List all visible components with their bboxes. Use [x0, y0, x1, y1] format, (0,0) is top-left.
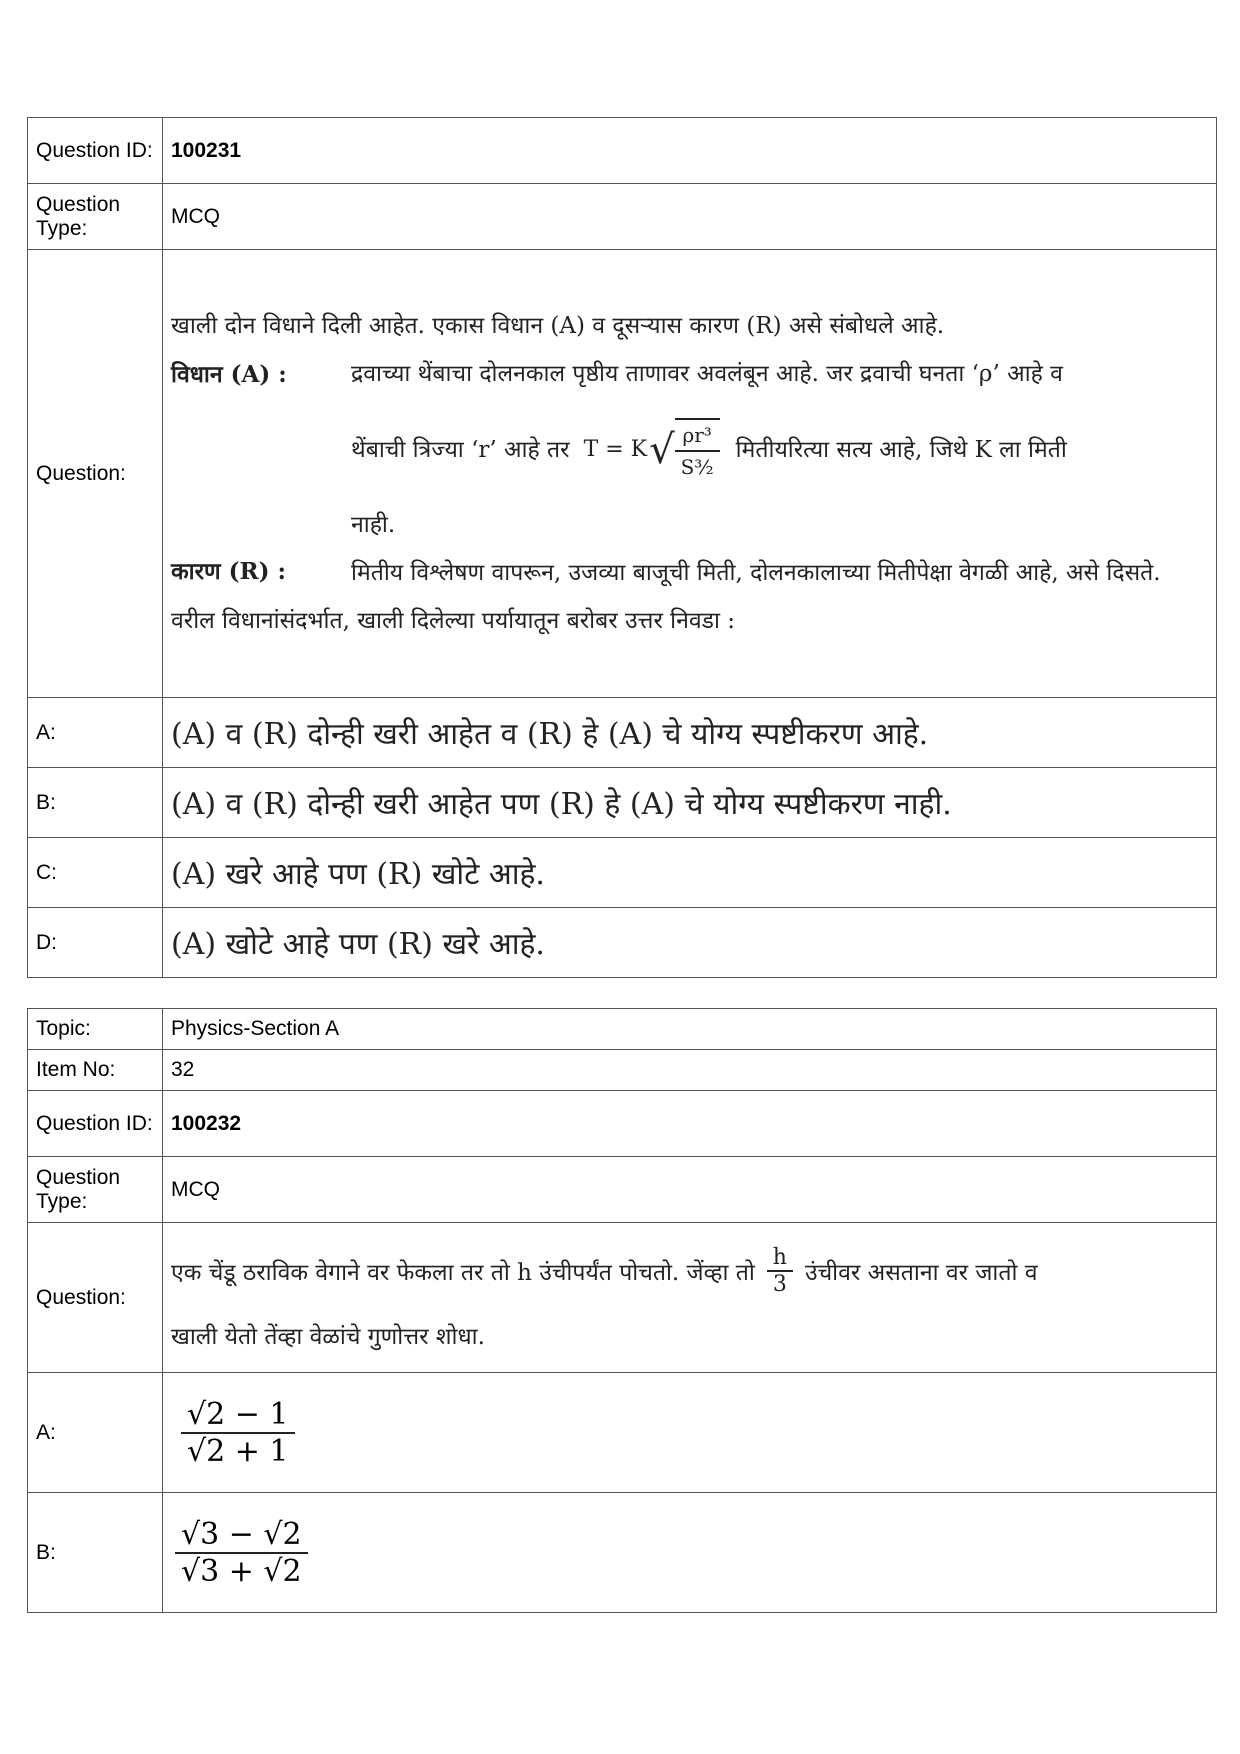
question-id-label: Question ID:	[28, 118, 163, 184]
option-b-numerator: √3 − √2	[175, 1517, 308, 1554]
h-over-3-fraction	[767, 1245, 793, 1297]
option-b-text[interactable]: (A) व (R) दोन्ही खरी आहेत पण (R) हे (A) चे योग्य स्पष्टीकरण नाही.	[163, 768, 1217, 838]
option-a-denominator: √2 + 1	[187, 1433, 289, 1469]
reason-text: मितीय विश्लेषण वापरून, उजव्या बाजूची मिती, दोलनकालाच्या मितीपेक्षा वेगळी आहे, असे दिसते.	[351, 560, 1161, 587]
question-type-value: MCQ	[163, 1157, 1217, 1223]
question-type-label: Question Type:	[28, 184, 163, 250]
fraction-denominator: 3	[772, 1271, 787, 1297]
question-label: Question:	[28, 250, 163, 698]
option-b-fraction	[175, 1517, 308, 1589]
question-table-100231	[27, 117, 1217, 978]
option-b-label: B:	[28, 1493, 163, 1613]
question-id-value: 100231	[163, 118, 1217, 184]
item-no-label: Item No:	[28, 1050, 163, 1091]
formula-fraction	[675, 418, 720, 482]
item-no-value: 32	[163, 1050, 1217, 1091]
option-c-label: C:	[28, 838, 163, 908]
assertion-text-1: द्रवाच्या थेंबाचा दोलनकाल पृष्ठीय ताणावर अवलंबून आहे. जर द्रवाची घनता ‘ρ’ आहे व	[351, 361, 1063, 388]
option-d-text[interactable]: (A) खोटे आहे पण (R) खरे आहे.	[163, 908, 1217, 978]
question-label: Question:	[28, 1223, 163, 1373]
sqrt-icon: √	[649, 426, 675, 473]
option-d-label: D:	[28, 908, 163, 978]
topic-value: Physics-Section A	[163, 1009, 1217, 1050]
question-id-label: Question ID:	[28, 1091, 163, 1157]
option-a-text[interactable]: (A) व (R) दोन्ही खरी आहेत व (R) हे (A) चे योग्य स्पष्टीकरण आहे.	[163, 698, 1217, 768]
option-a-fraction	[181, 1397, 295, 1469]
formula-numerator: ρr³	[675, 420, 720, 452]
formula-lhs: T = K	[583, 437, 648, 463]
option-a-label: A:	[28, 1373, 163, 1493]
option-b-denominator: √3 + √2	[181, 1553, 302, 1589]
assertion-label: विधान (A) :	[171, 361, 287, 389]
topic-label: Topic:	[28, 1009, 163, 1050]
question-type-label: Question Type:	[28, 1157, 163, 1223]
question-id-value: 100232	[163, 1091, 1217, 1157]
question-text-2: उंचीवर असताना वर जातो व	[804, 1259, 1038, 1286]
question-table-100232	[27, 1008, 1217, 1613]
option-a-label: A:	[28, 698, 163, 768]
question-text-3: खाली येतो तेंव्हा वेळांचे गुणोत्तर शोधा.	[171, 1323, 485, 1350]
question-closing: वरील विधानांसंदर्भात, खाली दिलेल्या पर्यायातून बरोबर उत्तर निवडा :	[171, 607, 736, 634]
question-type-value: MCQ	[163, 184, 1217, 250]
question-body	[163, 250, 1217, 698]
assertion	[171, 357, 1204, 542]
question-intro: खाली दोन विधाने दिली आहेत. एकास विधान (A) व दूसऱ्यास कारण (R) असे संबोधले आहे.	[171, 312, 945, 339]
option-a[interactable]	[163, 1373, 1217, 1493]
reason-label: कारण (R) :	[171, 558, 287, 586]
option-a-numerator: √2 − 1	[181, 1397, 295, 1434]
assertion-text-3: मितीयरित्या सत्य आहे, जिथे K ला मिती	[735, 436, 1067, 463]
option-b[interactable]	[163, 1493, 1217, 1613]
reason	[171, 554, 1204, 593]
assertion-text-2: थेंबाची त्रिज्या ‘r’ आहे तर	[351, 436, 570, 463]
option-c-text[interactable]: (A) खरे आहे पण (R) खोटे आहे.	[163, 838, 1217, 908]
formula-denominator: S³⁄₂	[680, 454, 714, 479]
question-body	[163, 1223, 1217, 1373]
option-b-label: B:	[28, 768, 163, 838]
assertion-text-4: नाही.	[351, 511, 396, 538]
question-text-1: एक चेंडू ठराविक वेगाने वर फेकला तर तो h उंचीपर्यंत पोचतो. जेंव्हा तो	[171, 1259, 755, 1286]
fraction-numerator: h	[767, 1245, 793, 1272]
